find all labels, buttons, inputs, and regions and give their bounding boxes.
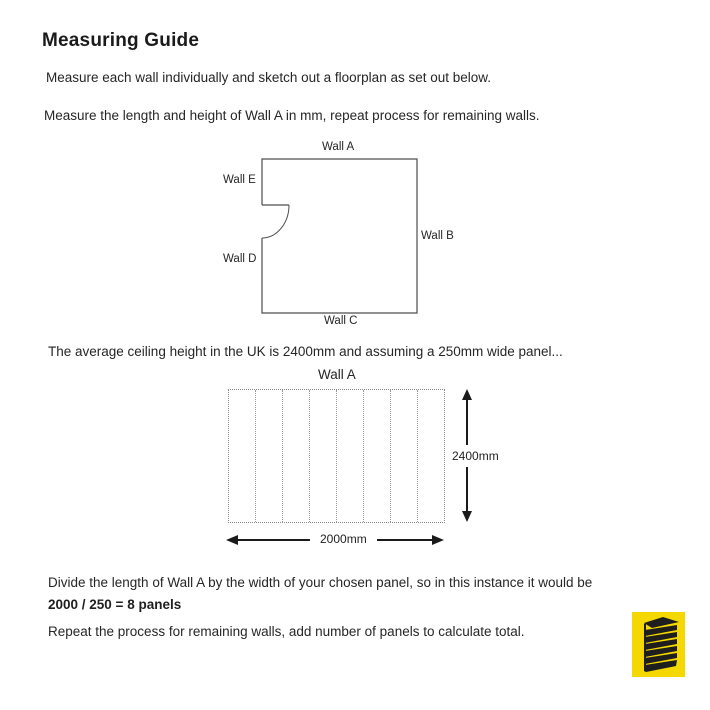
divide-text: Divide the length of Wall A by the width of your chosen panel, so in this instance it would be [48,575,593,590]
floorplan-wall-d-label: Wall D [223,253,257,265]
height-dimension-label: 2400mm [452,449,499,463]
measure-text: Measure the length and height of Wall A in mm, repeat process for remaining walls. [44,108,540,123]
formula-text: 2000 / 250 = 8 panels [48,597,182,612]
floorplan-wall-c-label: Wall C [324,315,358,327]
width-arrow-right-head [432,535,444,545]
repeat-text: Repeat the process for remaining walls, add number of panels to calculate total. [48,624,525,639]
floorplan-walls [262,159,417,313]
width-arrow-left-head [226,535,238,545]
floorplan-wall-e-label: Wall E [223,174,256,186]
page-title: Measuring Guide [42,30,200,51]
ceiling-text: The average ceiling height in the UK is 2400mm and assuming a 250mm wide panel... [48,344,563,359]
height-arrow-down-head [462,511,472,522]
height-arrow-up-head [462,389,472,400]
dimension-arrows [220,385,475,550]
floorplan-wall-a-label: Wall A [322,141,355,153]
floorplan-diagram [255,152,430,327]
intro-text: Measure each wall individually and sketch out a floorplan as set out below. [46,70,492,85]
width-dimension-label: 2000mm [320,532,367,546]
panel-diagram-title: Wall A [318,367,356,382]
stacked-panels-logo-icon [632,612,685,677]
floorplan-wall-b-label: Wall B [421,230,454,242]
door-swing-arc [262,205,289,238]
